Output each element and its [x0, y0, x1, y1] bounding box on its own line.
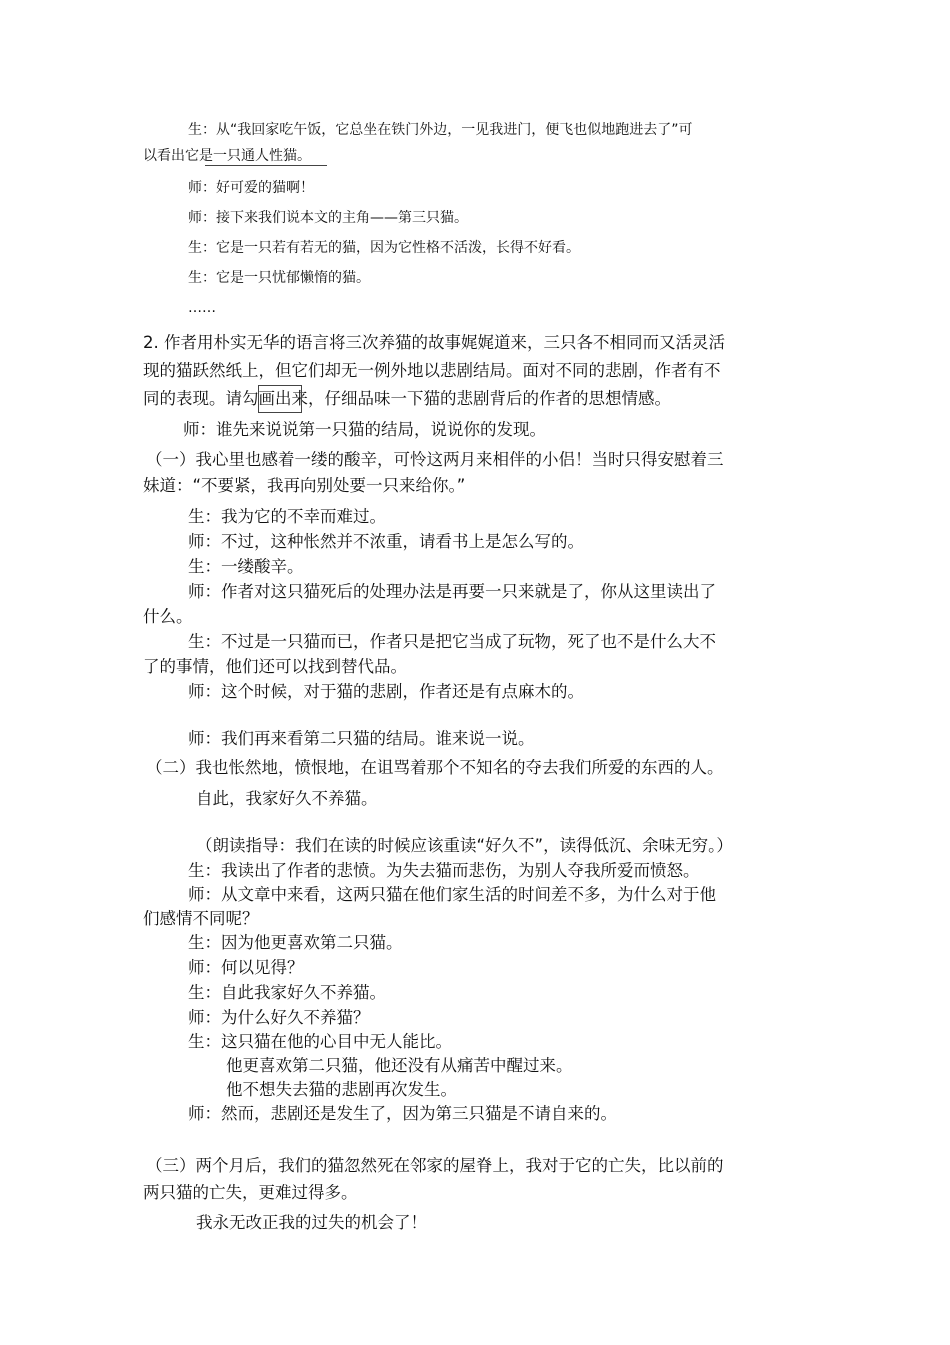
quote-text: （三）两个月后，我们的猫忽然死在邻家的屋脊上，我对于它的亡失，比以前的	[146, 1156, 724, 1175]
dialogue-line: 他不想失去猫的悲剧再次发生。	[226, 1080, 457, 1099]
dialogue-line: 生：自此我家好久不养猫。	[188, 983, 386, 1002]
quote-text: 我永无改正我的过失的机会了！	[196, 1213, 427, 1232]
quote-text: （一）我心里也感着一缕的酸辛，可怜这两月来相伴的小侣！当时只得安慰着三	[146, 450, 724, 469]
dialogue-line: 生：一缕酸辛。	[188, 557, 304, 576]
dialogue-line: 生：我读出了作者的悲愤。为失去猫而悲伤，为别人夺我所爱而愤怒。	[188, 861, 700, 880]
dialogue-line: 师：接下来我们说本文的主角——第三只猫。	[188, 210, 468, 226]
question-2-text: 2. 作者用朴实无华的语言将三次养猫的故事娓娓道来，三只各不相同而又活灵活	[143, 333, 725, 352]
dialogue-line: 生：我为它的不幸而难过。	[188, 507, 386, 526]
dialogue-line: 师：何以见得？	[188, 958, 304, 977]
dialogue-line: 生：它是一只若有若无的猫，因为它性格不活泼，长得不好看。	[188, 240, 580, 256]
mark-box	[258, 385, 302, 413]
dialogue-line: 师：不过，这种怅然并不浓重，请看书上是怎么写的。	[188, 532, 584, 551]
dialogue-line: 他更喜欢第二只猫，他还没有从痛苦中醒过来。	[226, 1056, 573, 1075]
question-2-text: 现的猫跃然纸上，但它们却无一例外地以悲剧结局。面对不同的悲剧，作者有不	[143, 361, 721, 380]
dialogue-line: 师：我们再来看第二只猫的结局。谁来说一说。	[188, 729, 535, 748]
dialogue-line: 师：这个时候，对于猫的悲剧，作者还是有点麻木的。	[188, 682, 584, 701]
dialogue-line: 师：好可爱的猫啊！	[188, 180, 314, 196]
dialogue-line: 师：然而，悲剧还是发生了，因为第三只猫是不请自来的。	[188, 1104, 617, 1123]
question-2-text: 同的表现。请勾画出来，仔细品味一下猫的悲剧背后的作者的思想情感。	[143, 389, 671, 408]
dialogue-line: 师：谁先来说说第一只猫的结局，说说你的发现。	[183, 420, 546, 439]
dialogue-line: 了的事情，他们还可以找到替代品。	[143, 657, 407, 676]
quote-text: 两只猫的亡失，更难过得多。	[143, 1183, 358, 1202]
dialogue-line: 什么。	[143, 607, 193, 626]
dialogue-line: 以看出它是一只通人性猫。	[143, 148, 311, 164]
dialogue-line: 师：作者对这只猫死后的处理办法是再要一只来就是了，你从这里读出了	[188, 582, 716, 601]
quote-text: 妹道：“不要紧，我再向别处要一只来给你。”	[143, 476, 466, 495]
underline-mark	[205, 165, 327, 166]
dialogue-line: 生：从“我回家吃午饭，它总坐在铁门外边，一见我进门，便飞也似地跑进去了”可	[188, 122, 693, 138]
dialogue-line: 生：不过是一只猫而已，作者只是把它当成了玩物，死了也不是什么大不	[188, 632, 716, 651]
quote-text: 自此，我家好久不养猫。	[196, 789, 378, 808]
dialogue-line: 生：这只猫在他的心目中无人能比。	[188, 1032, 452, 1051]
dialogue-line: 们感情不同呢？	[143, 909, 259, 928]
dialogue-line: 生：它是一只忧郁懒惰的猫。	[188, 270, 370, 286]
quote-text: （二）我也怅然地，愤恨地，在诅骂着那个不知名的夺去我们所爱的东西的人。	[146, 758, 724, 777]
reading-guide: （朗读指导：我们在读的时候应该重读“好久不”，读得低沉、余味无穷。）	[196, 836, 733, 855]
ellipsis: ……	[188, 300, 216, 316]
dialogue-line: 师：为什么好久不养猫？	[188, 1008, 370, 1027]
dialogue-line: 生：因为他更喜欢第二只猫。	[188, 933, 403, 952]
dialogue-line: 师：从文章中来看，这两只猫在他们家生活的时间差不多，为什么对于他	[188, 885, 716, 904]
